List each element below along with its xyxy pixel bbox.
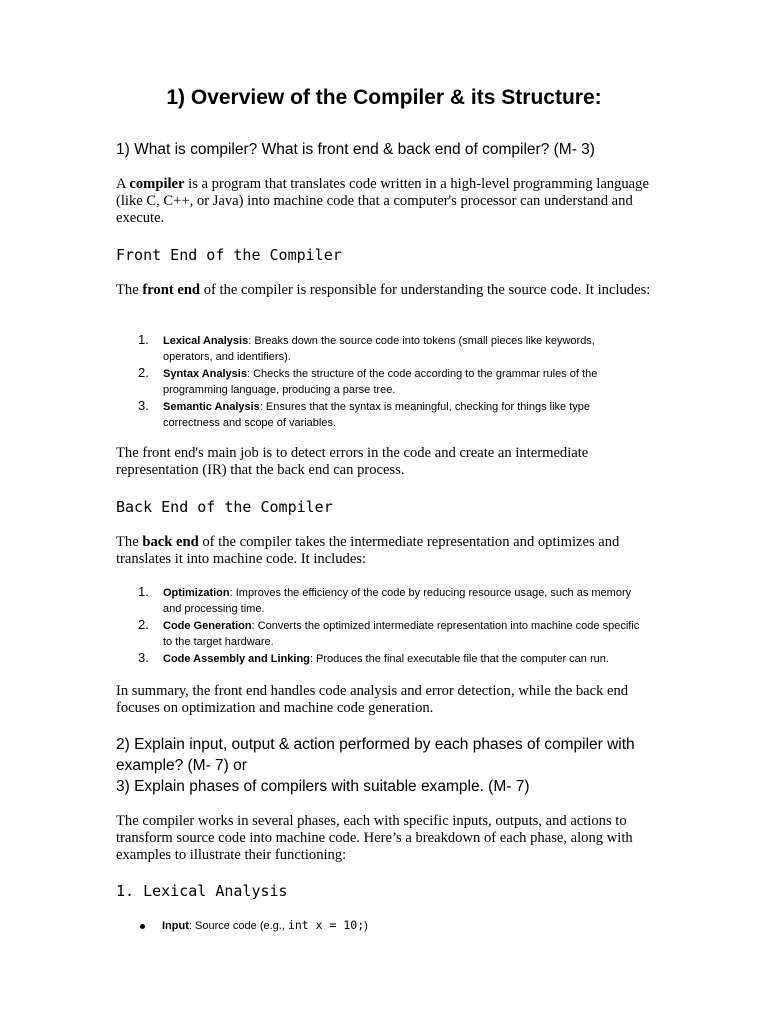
- list-number: 2.: [138, 617, 149, 632]
- list-number: 3.: [138, 398, 149, 413]
- lexical-analysis-heading: 1. Lexical Analysis: [116, 882, 288, 900]
- list-number: 1.: [138, 584, 149, 599]
- list-desc: : Checks the structure of the code according to the grammar rules of the programming language, producing a parse tree.: [163, 368, 598, 396]
- summary-paragraph: In summary, the front end handles code analysis and error detection, while the back end focuses on optimization and machine code generation.: [116, 683, 629, 716]
- bullet-label: Input: [162, 920, 189, 932]
- list-label: Code Assembly and Linking: [163, 653, 310, 665]
- code-snippet: int x = 10;: [287, 918, 365, 932]
- list-text: [163, 586, 643, 617]
- list-desc: : Converts the optimized intermediate representation into machine code specific to the target hardware.: [163, 620, 640, 648]
- list-number: 2.: [138, 365, 149, 380]
- front-end-heading: Front End of the Compiler: [116, 246, 342, 264]
- front-end-paragraph: [116, 282, 656, 299]
- back-end-bold-term: back end: [142, 534, 199, 550]
- list-text: [163, 619, 643, 650]
- intro-bold-term: compiler: [129, 176, 185, 192]
- front-end-bold-term: front end: [142, 282, 201, 298]
- list-desc: : Improves the efficiency of the code by reducing resource usage, such as memory and processing time.: [163, 587, 632, 615]
- list-desc: : Produces the final executable file that the computer can run.: [309, 653, 609, 665]
- question-3: 3) Explain phases of compilers with suitable example. (M- 7): [116, 778, 530, 795]
- list-label: Optimization: [163, 587, 230, 599]
- back-end-paragraph: [116, 534, 661, 568]
- intro-paragraph: [116, 176, 656, 227]
- list-item: [140, 918, 640, 932]
- list-number: 1.: [138, 332, 149, 347]
- list-text: [163, 400, 643, 431]
- back-end-heading: Back End of the Compiler: [116, 498, 333, 516]
- front-end-pre: The: [116, 282, 143, 298]
- question-2: 2) Explain input, output & action performed by each phases of compiler with example? (M- 7) or: [116, 736, 635, 774]
- list-label: Syntax Analysis: [163, 368, 247, 380]
- list-text: [163, 652, 643, 668]
- page-title: 1) Overview of the Compiler & its Structure:: [166, 86, 602, 109]
- bullet-text: : Source code (e.g.,: [188, 920, 288, 932]
- phases-intro-paragraph: The compiler works in several phases, each with specific inputs, outputs, and actions to transform source code into machine code. Here’s a breakdown of each phase, along with examples to illustrate their functioning:: [116, 813, 633, 863]
- intro-post: is a program that translates code written in a high-level programming language (like C, C++, or Java) into machine code that a computer's processor can understand and execute.: [116, 176, 649, 226]
- back-end-pre: The: [116, 534, 143, 550]
- list-label: Semantic Analysis: [163, 401, 260, 413]
- front-end-summary: The front end's main job is to detect errors in the code and create an intermediate representation (IR) that the back end can process.: [116, 445, 589, 478]
- intro-pre: A: [116, 176, 130, 192]
- back-end-post: of the compiler takes the intermediate representation and optimizes and translates it into machine code. It includes:: [116, 534, 620, 567]
- bullet-end: ): [364, 920, 368, 932]
- list-desc: : Breaks down the source code into tokens (small pieces like keywords, operators, and identifiers).: [163, 335, 595, 363]
- list-label: Lexical Analysis: [163, 335, 249, 347]
- list-label: Code Generation: [163, 620, 252, 632]
- list-text: [163, 367, 643, 398]
- bullet-icon: [140, 924, 145, 929]
- list-desc: : Ensures that the syntax is meaningful, checking for things like type correctness and scope of variables.: [163, 401, 590, 429]
- front-end-post: of the compiler is responsible for understanding the source code. It includes:: [200, 282, 651, 298]
- list-text: [163, 334, 643, 365]
- list-number: 3.: [138, 650, 149, 665]
- question-1: 1) What is compiler? What is front end & back end of compiler? (M- 3): [116, 141, 595, 158]
